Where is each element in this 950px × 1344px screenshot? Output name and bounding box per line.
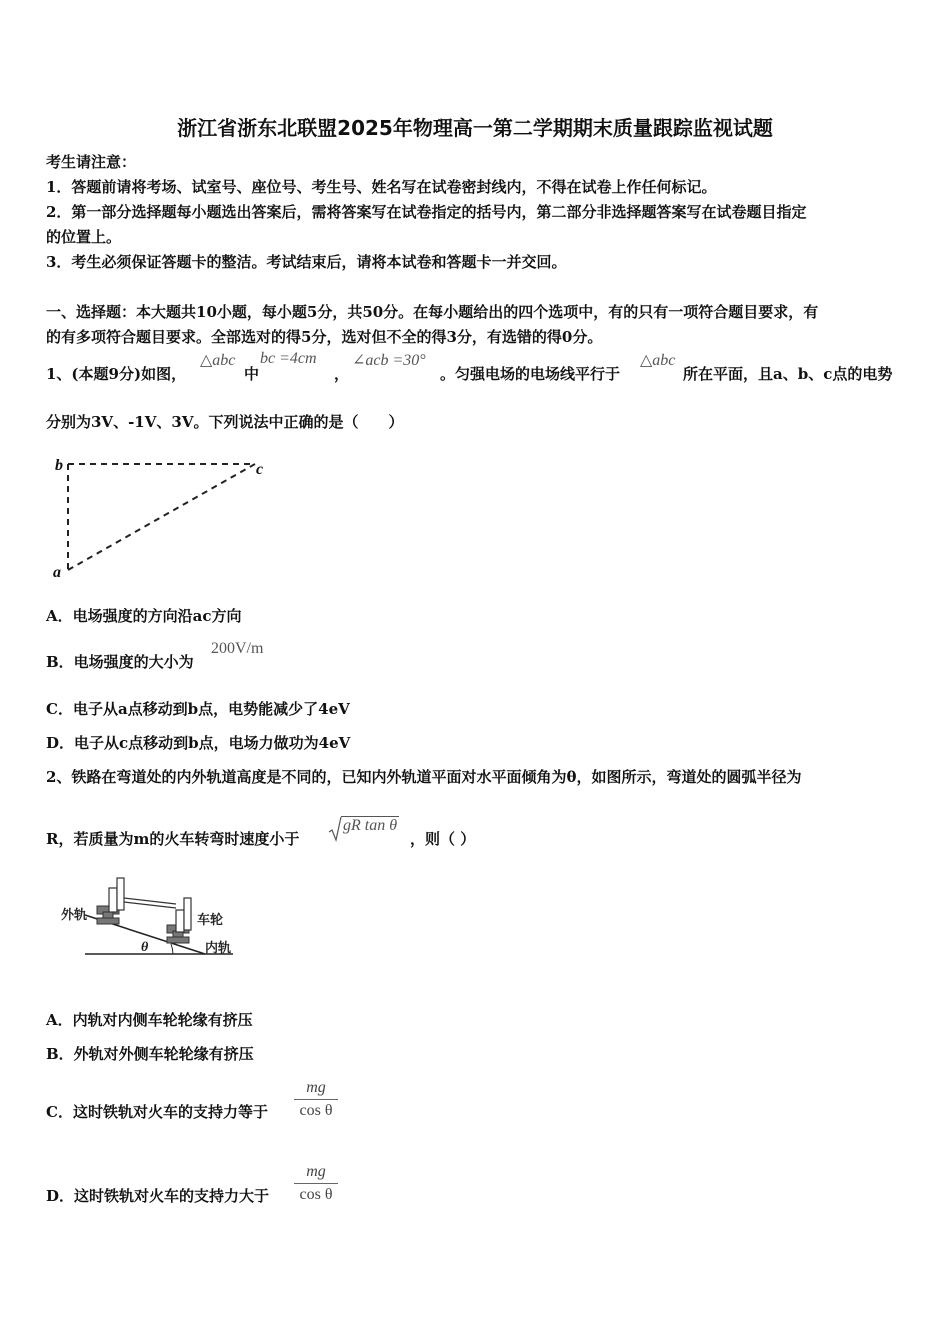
q1-bc-length: bc =4cm <box>260 350 317 367</box>
q1-option-a: A．电场强度的方向沿ac方向 <box>46 607 242 625</box>
q1-option-d: D．电子从c点移动到b点，电场力做功为4eV <box>46 734 351 752</box>
fraction-numerator: mg <box>306 1079 326 1096</box>
notice-item-1: 1．答题前请将考场、试室号、座位号、考生号、姓名写在试卷密封线内，不得在试卷上作任何标记。 <box>46 178 717 196</box>
q1-angle: ∠acb =30° <box>352 352 426 369</box>
q2-option-b: B．外轨对外侧车轮轮缘有挤压 <box>46 1045 254 1063</box>
label-outer-rail: 外轨 <box>61 908 88 923</box>
q1-triangle-2: △abc <box>640 352 676 369</box>
q1-stem-line-2: 分别为3V、-1V、3V。下列说法中正确的是（ ） <box>46 413 404 431</box>
section-intro-line-2: 的有多项符合题目要求。全部选对的得5分，选对但不全的得3分，有选错的得0分。 <box>46 328 603 346</box>
fraction-denominator: cos θ <box>299 1186 333 1203</box>
section-intro-line-1: 一、选择题：本大题共10小题，每小题5分，共50分。在每小题给出的四个选项中，有的只有一项符合题目要求，有 <box>46 303 819 321</box>
q1-comma: ， <box>334 365 350 383</box>
angle-arc <box>171 944 173 954</box>
q1-zhong: 中 <box>244 365 260 383</box>
sqrt-radicand: gR tan θ <box>343 817 398 834</box>
label-inner-rail: 内轨 <box>205 941 232 956</box>
label-theta: θ <box>141 940 149 955</box>
q2-stem-line-2-pre: R，若质量为m的火车转弯时速度小于 <box>46 830 300 848</box>
q2-stem-line-1: 2、铁路在弯道处的内外轨道高度是不同的，已知内外轨道平面对水平面倾角为θ，如图所示，弯道处的圆弧半径为 <box>46 768 802 786</box>
q1-option-b-value: 200V/m <box>211 640 264 657</box>
fraction-bar <box>294 1183 338 1184</box>
label-b: b <box>55 457 63 474</box>
notice-heading: 考生请注意： <box>46 153 137 171</box>
q1-option-b: B．电场强度的大小为 <box>46 653 194 671</box>
notice-item-3: 3．考生必须保证答题卡的整洁。考试结束后，请将本试卷和答题卡一并交回。 <box>46 253 567 271</box>
fraction-numerator: mg <box>306 1163 326 1180</box>
q2-option-c-fraction <box>294 1078 338 1121</box>
side-ac <box>68 464 255 570</box>
label-c: c <box>256 461 264 478</box>
notice-item-2-cont: 的位置上。 <box>46 228 122 246</box>
q2-option-d: D．这时铁轨对火车的支持力大于 <box>46 1187 270 1205</box>
q1-prefix: 1、(本题9分)如图， <box>46 365 187 383</box>
sqrt-icon <box>328 816 342 842</box>
q2-stem-line-2-post: ，则（ ） <box>410 830 476 848</box>
notice-item-2: 2．第一部分选择题每小题选出答案后，需将答案写在试卷指定的括号内，第二部分非选择题答案写在试卷题目指定 <box>46 203 807 221</box>
q2-option-d-fraction <box>294 1162 338 1205</box>
label-wheel: 车轮 <box>197 913 224 928</box>
q2-option-a: A．内轨对内侧车轮轮缘有挤压 <box>46 1011 253 1029</box>
q1-triangle-1: △abc <box>200 352 236 369</box>
q1-triangle-figure <box>50 452 280 582</box>
q1-suffix: 所在平面，且a、b、c点的电势 <box>683 365 893 383</box>
wheelset <box>109 878 191 932</box>
fraction-denominator: cos θ <box>299 1102 333 1119</box>
label-a: a <box>53 564 61 581</box>
q1-mid-text: 。匀强电场的电场线平行于 <box>440 365 621 383</box>
q2-option-c: C．这时铁轨对火车的支持力等于 <box>46 1103 268 1121</box>
q1-option-c: C．电子从a点移动到b点，电势能减少了4eV <box>46 700 350 718</box>
q2-rail-figure <box>55 870 245 965</box>
page-title: 浙江省浙东北联盟2025年物理高一第二学期期末质量跟踪监视试题 <box>177 116 773 140</box>
fraction-bar <box>294 1099 338 1100</box>
